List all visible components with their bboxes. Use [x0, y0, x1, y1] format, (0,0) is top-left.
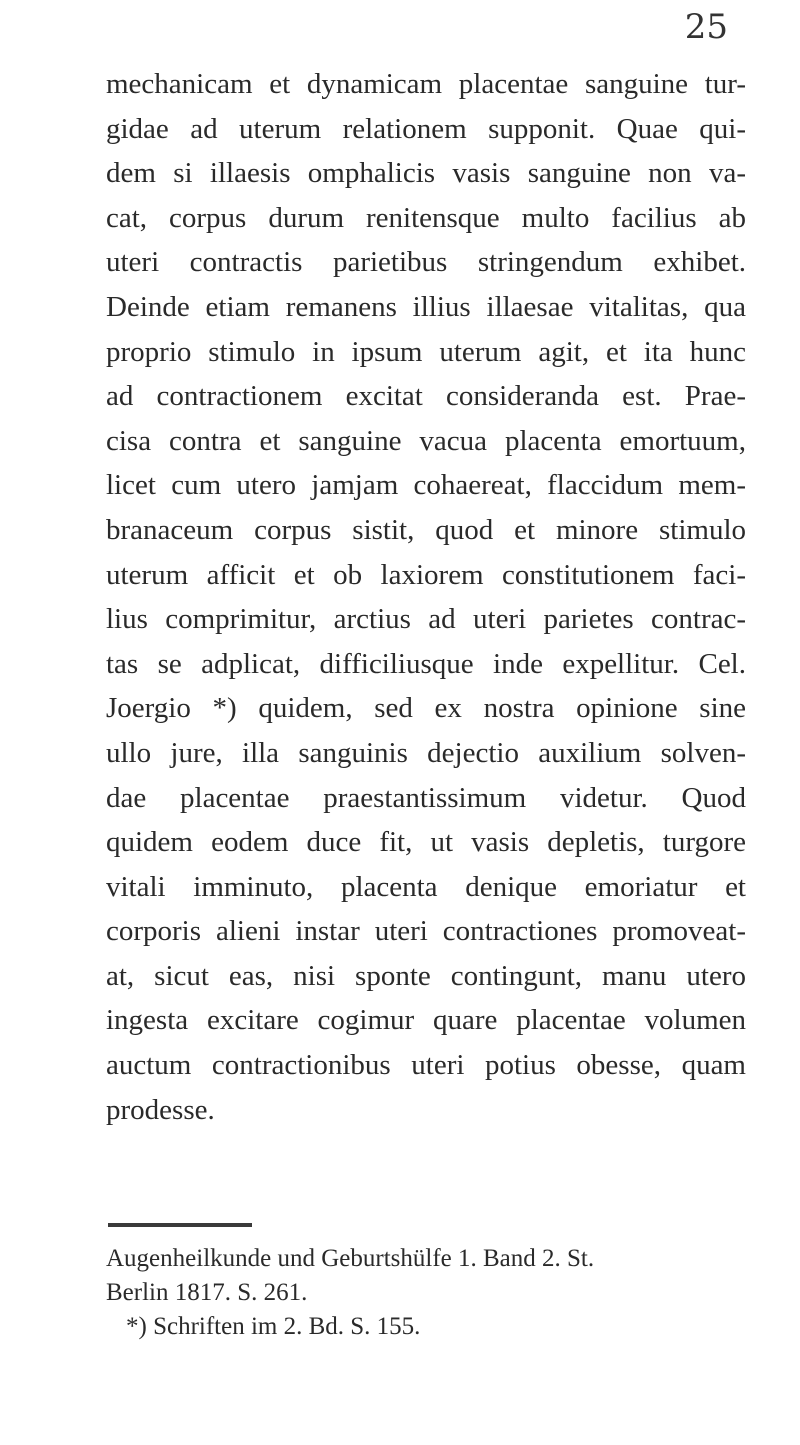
footnote-rule: [108, 1223, 252, 1227]
text-line: uteri contractis parietibus stringendum exhibet.: [106, 246, 746, 279]
text-line-last: prodesse.: [106, 1093, 215, 1126]
text-line: mechanicam et dynamicam placentae sanguine tur-: [106, 68, 746, 100]
text-line: proprio stimulo in ipsum uterum agit, et ita hunc: [106, 335, 746, 368]
text-line: uterum afficit et ob laxiorem constitutionem faci-: [106, 558, 746, 591]
text-line: dem si illaesis omphalicis vasis sanguine non va-: [106, 157, 746, 190]
text-line: ingesta excitare cogimur quare placentae volumen: [106, 1004, 746, 1037]
text-line: vitali imminuto, placenta denique emoriatur et: [106, 870, 746, 903]
footnotes: [106, 1242, 746, 1344]
text-line: at, sicut eas, nisi sponte contingunt, manu utero: [106, 959, 746, 992]
text-line: branaceum corpus sistit, quod et minore stimulo: [106, 513, 746, 546]
text-line: ullo jure, illa sanguinis dejectio auxilium solven-: [106, 736, 746, 769]
footnote-line: Augenheilkunde und Geburtshülfe 1. Band 2. St.: [106, 1245, 595, 1272]
text-line: gidae ad uterum relationem supponit. Quae qui-: [106, 112, 746, 145]
page-number: 25: [684, 7, 728, 47]
text-line: corporis alieni instar uteri contractiones promoveat-: [106, 915, 746, 948]
body-text: [106, 62, 746, 1132]
text-line: tas se adplicat, difficiliusque inde expellitur. Cel.: [106, 647, 746, 680]
text-line: auctum contractionibus uteri potius obesse, quam: [106, 1049, 746, 1082]
text-line: licet cum utero jamjam cohaereat, flaccidum mem-: [106, 469, 746, 502]
text-line: Joergio *) quidem, sed ex nostra opinione sine: [106, 692, 746, 725]
footnote-line: *) Schriften im 2. Bd. S. 155.: [126, 1313, 421, 1340]
text-line: cisa contra et sanguine vacua placenta emortuum,: [106, 424, 746, 457]
text-line: lius comprimitur, arctius ad uteri parietes contrac-: [106, 603, 746, 636]
footnote-line: Berlin 1817. S. 261.: [106, 1279, 308, 1306]
text-line: Deinde etiam remanens illius illaesae vitalitas, qua: [106, 290, 746, 323]
text-line: quidem eodem duce fit, ut vasis depletis, turgore: [106, 826, 746, 859]
text-line: ad contractionem excitat consideranda est. Prae-: [106, 380, 746, 413]
text-line: cat, corpus durum renitensque multo facilius ab: [106, 201, 746, 234]
text-line: dae placentae praestantissimum videtur. Quod: [106, 781, 746, 814]
